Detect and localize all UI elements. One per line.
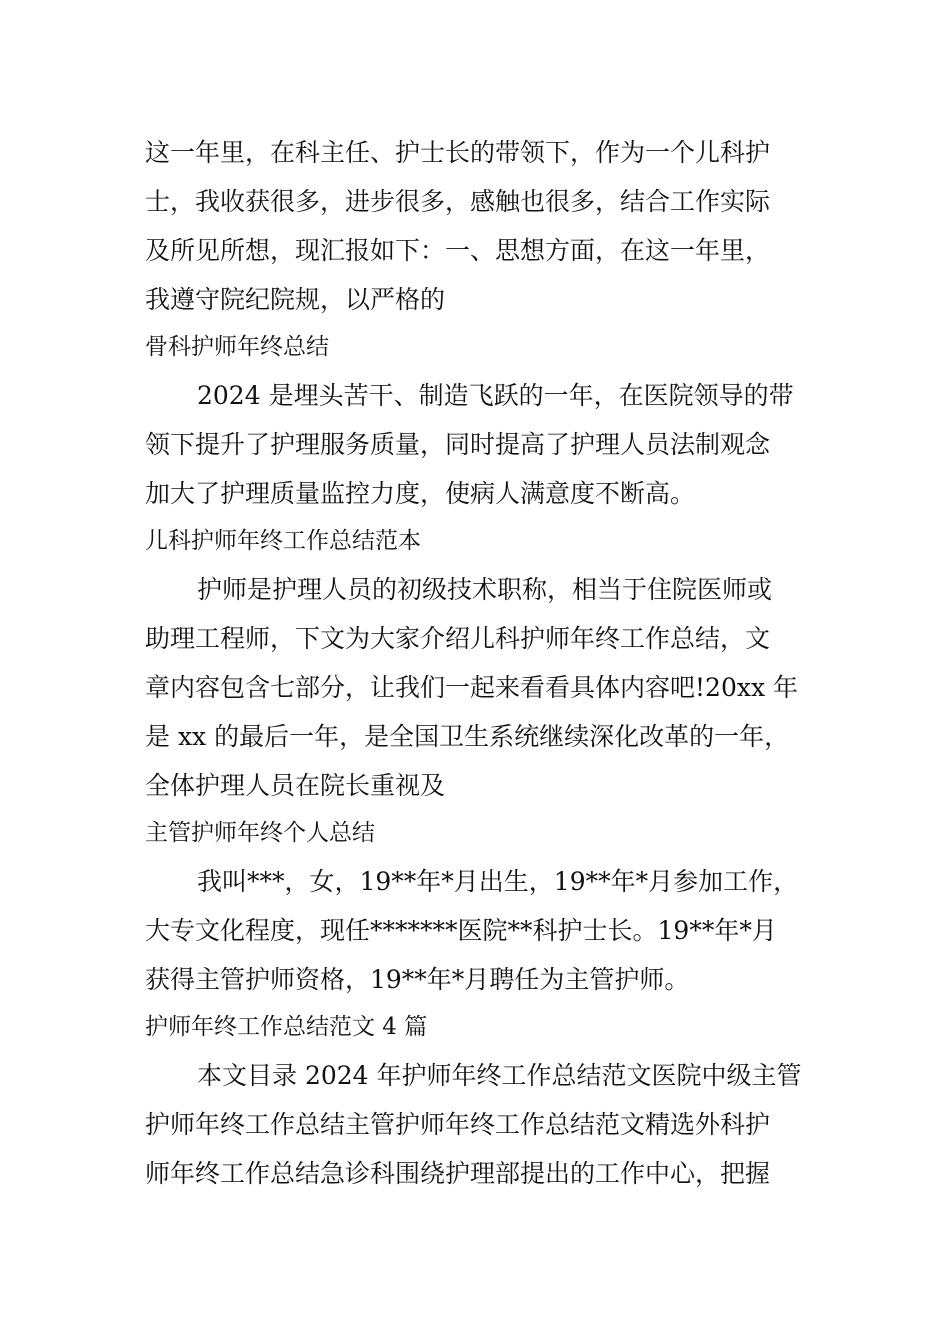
intro-paragraph xyxy=(145,128,805,324)
paragraph-line: 2024 是埋头苦干、制造飞跃的一年，在医院领导的带 xyxy=(197,381,794,410)
paragraph-line: 护师年终工作总结主管护师年终工作总结范文精选外科护 xyxy=(145,1110,771,1139)
paragraph-line: 护师是护理人员的初级技术职称，相当于住院医师或 xyxy=(197,575,773,604)
section-heading: 儿科护师年终工作总结范本 xyxy=(145,528,421,554)
paragraph-line: 大专文化程度，现任*******医院**科护士长。19**年*月 xyxy=(145,916,777,945)
section-supervisor xyxy=(145,810,805,1004)
section-orthopedic xyxy=(145,324,805,518)
paragraph-line: 加大了护理质量监控力度，使病人满意度不断高。 xyxy=(145,479,696,508)
section-heading: 主管护师年终个人总结 xyxy=(145,820,375,846)
paragraph-line: 士，我收获很多，进步很多，感触也很多，结合工作实际 xyxy=(145,187,771,216)
section-heading: 护师年终工作总结范文 4 篇 xyxy=(145,1014,428,1040)
section-heading: 骨科护师年终总结 xyxy=(145,334,329,360)
paragraph-line: 这一年里，在科主任、护士长的带领下，作为一个儿科护 xyxy=(145,138,771,167)
document-body xyxy=(145,128,805,1198)
paragraph-line: 助理工程师，下文为大家介绍儿科护师年终工作总结，文 xyxy=(145,624,771,653)
paragraph-line: 章内容包含七部分，让我们一起来看看具体内容吧!20xx 年 xyxy=(145,673,799,702)
paragraph-line: 我叫***，女，19**年*月出生，19**年*月参加工作， xyxy=(197,867,799,896)
paragraph-line: 全体护理人员在院长重视及 xyxy=(145,771,446,800)
paragraph-line: 获得主管护师资格，19**年*月聘任为主管护师。 xyxy=(145,965,690,994)
section-pediatric xyxy=(145,518,805,810)
paragraph-line: 领下提升了护理服务质量，同时提高了护理人员法制观念 xyxy=(145,430,771,459)
paragraph-line: 我遵守院纪院规，以严格的 xyxy=(145,285,446,314)
paragraph-line: 是 xx 的最后一年，是全国卫生系统继续深化改革的一年， xyxy=(145,722,790,751)
paragraph-line: 及所见所想，现汇报如下：一、思想方面，在这一年里， xyxy=(145,236,771,265)
paragraph-line: 师年终工作总结急诊科围绕护理部提出的工作中心，把握 xyxy=(145,1159,771,1188)
section-nurse-summary xyxy=(145,1004,805,1198)
paragraph-line: 本文目录 2024 年护师年终工作总结范文医院中级主管 xyxy=(197,1061,802,1090)
